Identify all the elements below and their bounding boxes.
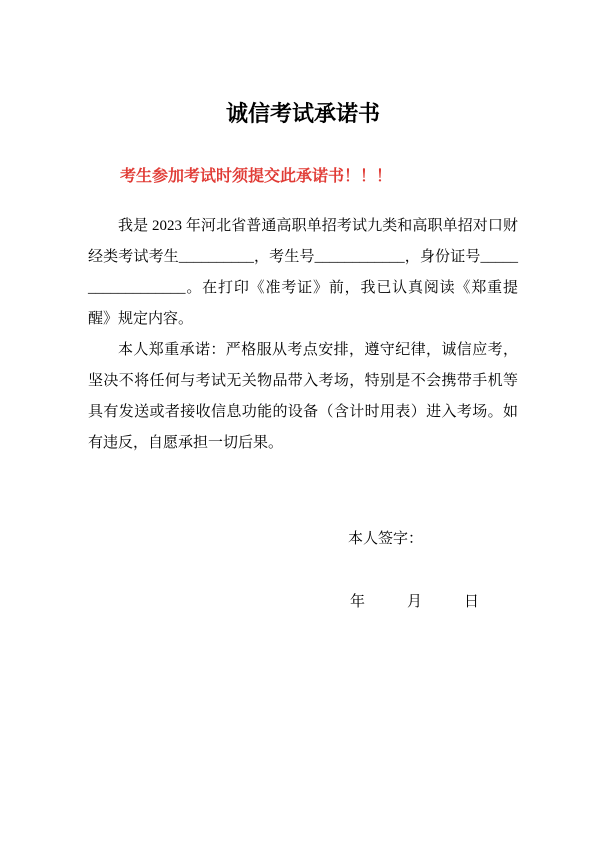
paragraph-exam-identity: 我是 2023 年河北省普通高职单招考试九类和高职单招对口财经类考试考生__________，考生号____________，身份证号__________________。在打印《准考证》前，我已认真阅读《郑重提醒》规定内容。: [88, 218, 518, 327]
date-label-day: 日: [464, 594, 480, 610]
notice-line: 考生参加考试时须提交此承诺书！！！: [120, 166, 393, 185]
paragraph-commitment: 本人郑重承诺：严格服从考点安排，遵守纪律，诚信应考，坚决不将任何与考试无关物品带入考场，特别是不会携带手机等具有发送或者接收信息功能的设备（含计时用表）进入考场。如有违反，自愿承担一切后果。: [88, 342, 518, 451]
signature-label: 本人签字：: [348, 531, 424, 547]
date-line: [350, 592, 518, 613]
date-label-year: 年: [350, 594, 366, 610]
document-title: 诚信考试承诺书: [225, 102, 380, 127]
date-label-month: 月: [407, 594, 423, 610]
